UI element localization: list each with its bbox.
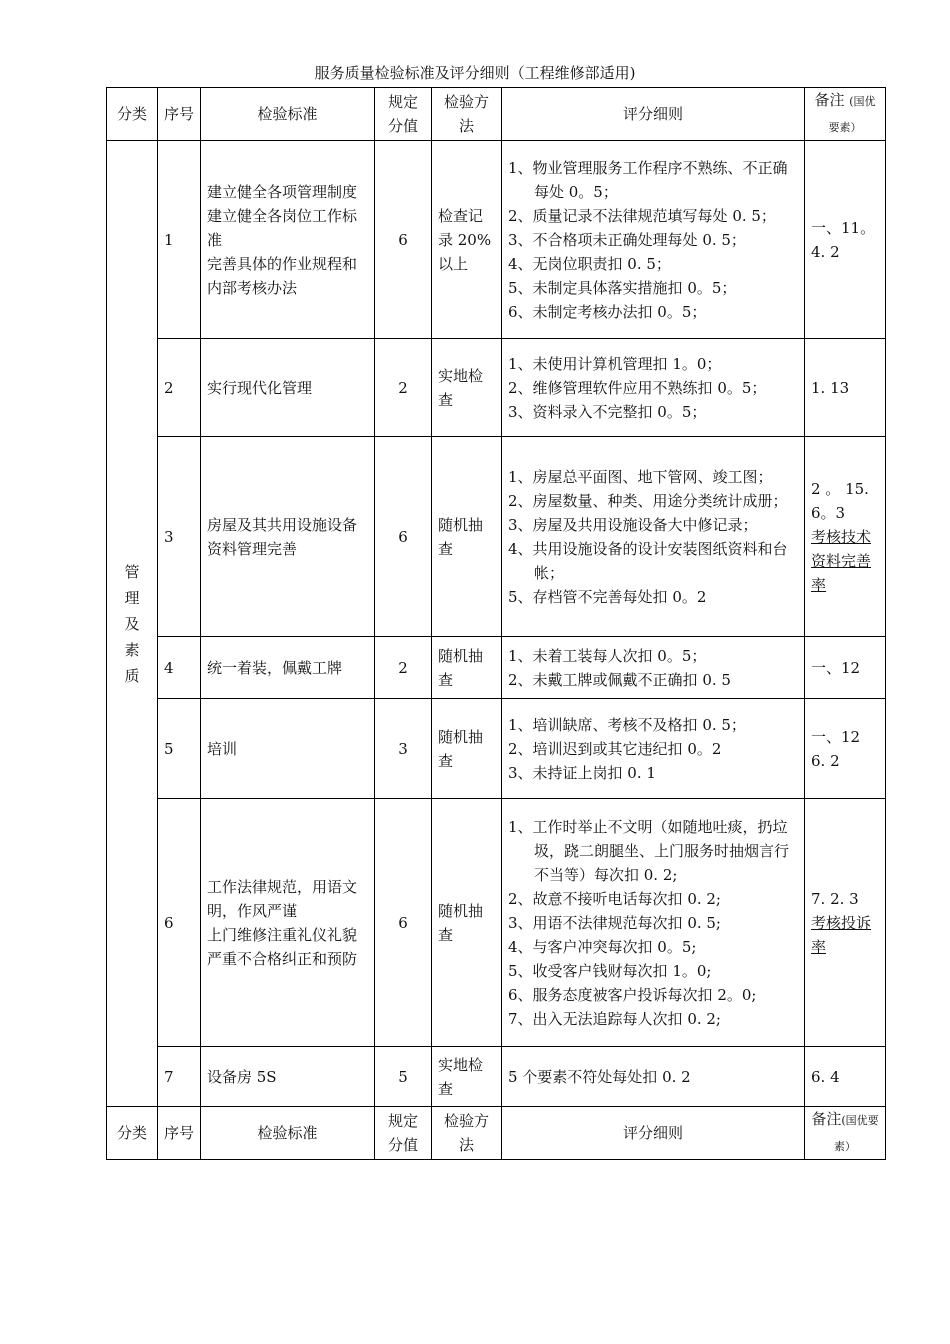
footer-method: 检验方法 bbox=[432, 1107, 502, 1160]
table-row bbox=[107, 699, 886, 799]
detail-item: 2、质量记录不法律规范填写每处 0. 5； bbox=[508, 206, 776, 225]
score-cell: 5 bbox=[375, 1047, 432, 1107]
standard-text: 培训 bbox=[207, 739, 238, 758]
detail-item: 1、未着工装每人次扣 0。5； bbox=[508, 646, 707, 665]
document-title: 服务质量检验标准及评分细则（工程维修部适用) bbox=[314, 64, 636, 82]
method-cell: 实地检查 bbox=[432, 1047, 502, 1107]
header-note-small: (国优要素） bbox=[828, 95, 876, 134]
detail-item: 2、维修管理软件应用不熟练扣 0。5； bbox=[508, 378, 767, 397]
note-text: 一、11。4. 2 bbox=[811, 218, 876, 261]
seq-cell: 2 bbox=[158, 339, 201, 437]
score-cell: 6 bbox=[375, 799, 432, 1047]
detail-item: 2、培训迟到或其它违纪扣 0。2 bbox=[508, 739, 722, 758]
seq-cell: 6 bbox=[158, 799, 201, 1047]
detail-item: 6、服务态度被客户投诉每次扣 2。0; bbox=[508, 985, 757, 1004]
standard-text: 房屋及其共用设施设备资料管理完善 bbox=[207, 515, 358, 558]
detail-item: 5、存档管不完善每处扣 0。2 bbox=[508, 587, 707, 606]
detail-item: 4、与客户冲突每次扣 0。5; bbox=[508, 937, 697, 956]
standard-text: 统一着装，佩戴工牌 bbox=[207, 658, 343, 677]
detail-item: 3、未持证上岗扣 0. 1 bbox=[508, 763, 656, 782]
score-cell: 6 bbox=[375, 141, 432, 339]
note-cell bbox=[805, 339, 886, 437]
standard-cell bbox=[201, 1047, 375, 1107]
detail-item: 1、培训缺席、考核不及格扣 0. 5； bbox=[508, 715, 746, 734]
header-note-main: 备注 bbox=[814, 91, 845, 109]
score-cell: 3 bbox=[375, 699, 432, 799]
detail-item: 3、不合格项未正确处理每处 0. 5； bbox=[508, 230, 746, 249]
header-standard: 检验标准 bbox=[201, 88, 375, 141]
detail-item: 7、出入无法追踪每人次扣 0. 2; bbox=[508, 1009, 721, 1028]
note-underlined: 考核技术资料完善率 bbox=[811, 527, 872, 594]
header-detail: 评分细则 bbox=[502, 88, 805, 141]
detail-cell bbox=[502, 637, 805, 699]
header-row bbox=[107, 88, 886, 141]
table-row bbox=[107, 799, 886, 1047]
seq-cell: 7 bbox=[158, 1047, 201, 1107]
note-underlined: 考核投诉率 bbox=[811, 913, 872, 956]
detail-item: 2、未戴工牌或佩戴不正确扣 0. 5 bbox=[508, 670, 731, 689]
note-text: 7. 2. 3 bbox=[811, 889, 859, 908]
seq-cell: 4 bbox=[158, 637, 201, 699]
note-text: 2 。 15. 6。3 bbox=[811, 479, 869, 522]
method-cell: 随机抽查 bbox=[432, 699, 502, 799]
standard-cell bbox=[201, 339, 375, 437]
detail-cell bbox=[502, 437, 805, 637]
detail-item: 1、物业管理服务工作程序不熟练、不正确每处 0。5； bbox=[508, 158, 788, 201]
method-cell: 随机抽查 bbox=[432, 637, 502, 699]
detail-cell bbox=[502, 141, 805, 339]
seq-cell: 3 bbox=[158, 437, 201, 637]
footer-note-small: (国优要素） bbox=[834, 1114, 879, 1153]
detail-cell bbox=[502, 699, 805, 799]
table-row bbox=[107, 637, 886, 699]
detail-cell bbox=[502, 1047, 805, 1107]
standard-text: 工作法律规范，用语文明，作风严谨 bbox=[207, 877, 358, 920]
note-text: 1. 13 bbox=[811, 378, 850, 397]
standard-cell bbox=[201, 437, 375, 637]
header-category: 分类 bbox=[107, 88, 158, 141]
detail-item: 3、用语不法律规范每次扣 0. 5; bbox=[508, 913, 721, 932]
inspection-table bbox=[106, 87, 886, 1160]
table-row bbox=[107, 1047, 886, 1107]
footer-seq: 序号 bbox=[158, 1107, 201, 1160]
footer-detail: 评分细则 bbox=[502, 1107, 805, 1160]
footer-note-main: 备注 bbox=[811, 1110, 842, 1128]
detail-item: 3、资料录入不完整扣 0。5； bbox=[508, 402, 707, 421]
seq-cell: 5 bbox=[158, 699, 201, 799]
detail-item: 2、故意不接听电话每次扣 0. 2; bbox=[508, 889, 721, 908]
footer-score: 规定分值 bbox=[375, 1107, 432, 1160]
note-text: 一、12 bbox=[811, 658, 861, 677]
note-text: 一、12 6. 2 bbox=[811, 727, 861, 770]
detail-item: 5、收受客户钱财每次扣 1。0; bbox=[508, 961, 712, 980]
header-note bbox=[805, 88, 886, 141]
header-method: 检验方法 bbox=[432, 88, 502, 141]
footer-header-row bbox=[107, 1107, 886, 1160]
standard-text: 上门维修注重礼仪礼貌严重不合格纠正和预防 bbox=[207, 925, 358, 968]
footer-category: 分类 bbox=[107, 1107, 158, 1160]
detail-item: 3、房屋及共用设施设备大中修记录； bbox=[508, 515, 758, 534]
note-cell bbox=[805, 141, 886, 339]
standard-text: 设备房 5S bbox=[207, 1067, 277, 1086]
table-row bbox=[107, 437, 886, 637]
method-cell: 随机抽查 bbox=[432, 799, 502, 1047]
standard-text: 实行现代化管理 bbox=[207, 378, 313, 397]
note-text: 6. 4 bbox=[811, 1067, 840, 1086]
detail-item: 1、房屋总平面图、地下管网、竣工图； bbox=[508, 467, 773, 486]
detail-item: 1、未使用计算机管理扣 1。0； bbox=[508, 354, 722, 373]
note-cell bbox=[805, 1047, 886, 1107]
detail-item: 4、共用设施设备的设计安装图纸资料和台帐； bbox=[508, 539, 788, 582]
score-cell: 2 bbox=[375, 339, 432, 437]
detail-item: 2、房屋数量、种类、用途分类统计成册； bbox=[508, 491, 788, 510]
header-score: 规定分值 bbox=[375, 88, 432, 141]
detail-item: 6、未制定考核办法扣 0。5； bbox=[508, 302, 707, 321]
table-row bbox=[107, 141, 886, 339]
category-cell bbox=[107, 141, 158, 1107]
detail-item: 1、工作时举止不文明（如随地吐痰，扔垃圾，跷二朗腿坐、上门服务时抽烟言行不当等）每次扣 0. 2; bbox=[508, 817, 790, 884]
standard-text: 完善具体的作业规程和内部考核办法 bbox=[207, 254, 358, 297]
footer-standard: 检验标准 bbox=[201, 1107, 375, 1160]
seq-cell: 1 bbox=[158, 141, 201, 339]
score-cell: 2 bbox=[375, 637, 432, 699]
method-cell: 随机抽查 bbox=[432, 437, 502, 637]
method-cell: 实地检查 bbox=[432, 339, 502, 437]
table-row bbox=[107, 339, 886, 437]
note-cell bbox=[805, 437, 886, 637]
footer-note bbox=[805, 1107, 886, 1160]
category-label: 管理及素质 bbox=[124, 562, 140, 685]
detail-cell bbox=[502, 339, 805, 437]
standard-cell bbox=[201, 637, 375, 699]
note-cell bbox=[805, 699, 886, 799]
standard-text: 建立健全各项管理制度建立健全各岗位工作标准 bbox=[207, 182, 358, 249]
standard-cell bbox=[201, 699, 375, 799]
detail-item: 4、无岗位职责扣 0. 5； bbox=[508, 254, 671, 273]
standard-cell bbox=[201, 799, 375, 1047]
score-cell: 6 bbox=[375, 437, 432, 637]
method-cell: 检查记录 20%以上 bbox=[432, 141, 502, 339]
header-seq: 序号 bbox=[158, 88, 201, 141]
note-cell bbox=[805, 799, 886, 1047]
standard-cell bbox=[201, 141, 375, 339]
detail-cell bbox=[502, 799, 805, 1047]
detail-item: 5 个要素不符处每处扣 0. 2 bbox=[508, 1067, 691, 1086]
detail-item: 5、未制定具体落实措施扣 0。5； bbox=[508, 278, 737, 297]
note-cell bbox=[805, 637, 886, 699]
